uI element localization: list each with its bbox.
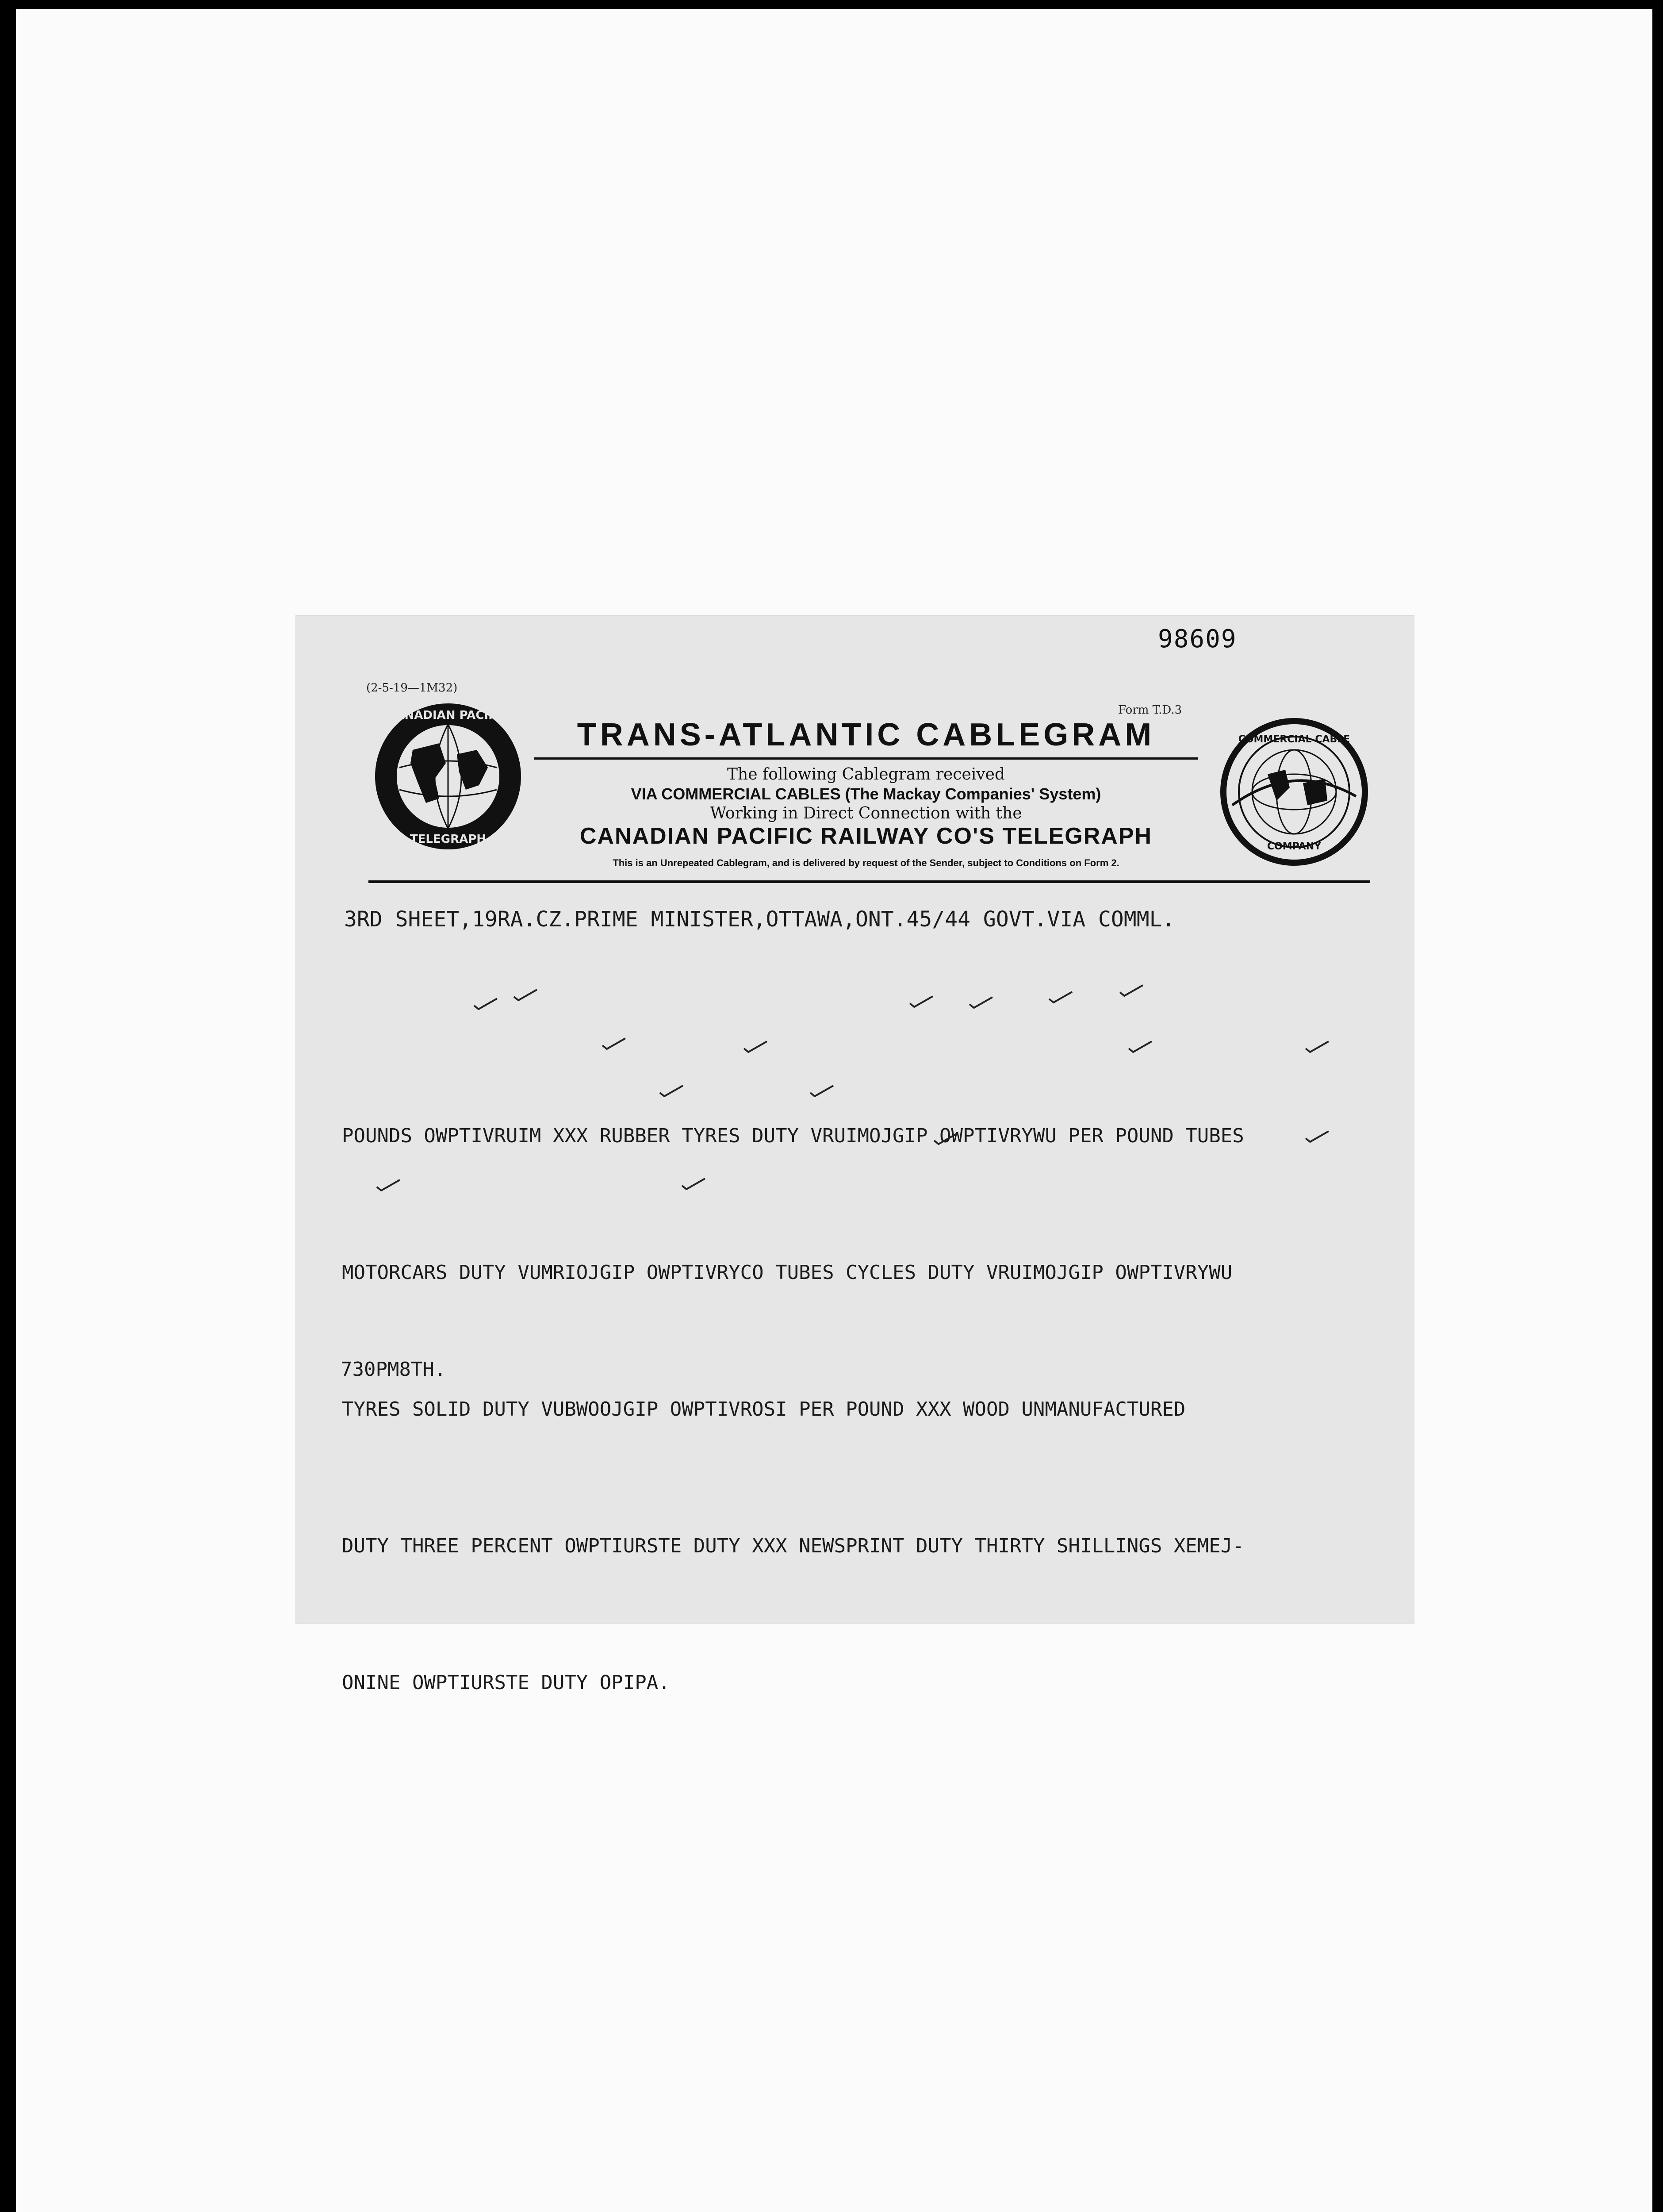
cable-body [342,1022,1244,1797]
title-rule [534,757,1198,760]
cable-body-line: POUNDS OWPTIVRUIM XXX RUBBER TYRES DUTY VRUIMOJGIP OWPTIVRYWU PER POUND TUBES [342,1125,1244,1147]
cablegram-title: TRANS-ATLANTIC CABLEGRAM [577,717,1155,753]
cable-header-line: 3RD SHEET,19RA.CZ.PRIME MINISTER,OTTAWA,ONT.45/44 GOVT.VIA COMML. [344,907,1175,932]
cablegram-form [295,615,1414,1694]
svg-text:COMPANY: COMPANY [1267,841,1322,852]
check-mark-icon [1127,1041,1153,1053]
cable-body-line: TYRES SOLID DUTY VUBWOOJGIP OWPTIVROSI PER POUND XXX WOOD UNMANUFACTURED [342,1398,1186,1421]
check-mark-icon [472,998,499,1010]
time-stamp: 730PM8TH. [341,1358,446,1381]
check-mark-icon [658,1085,685,1097]
check-mark-icon [742,1041,769,1053]
commercial-cable-globe-seal-icon [1219,717,1369,867]
svg-text:COMMERCIAL CABLE: COMMERCIAL CABLE [1238,734,1350,745]
cable-body-line: ONINE OWPTIURSTE DUTY OPIPA. [342,1671,670,1694]
canadian-pacific-globe-seal-icon [373,701,523,852]
check-mark-icon [932,1133,959,1145]
check-mark-icon [601,1037,627,1050]
subtitle-via-cables: VIA COMMERCIAL CABLES (The Mackay Companies' System) [631,785,1101,803]
disclaimer: This is an Unrepeated Cablegram, and is delivered by request of the Sender, subject to Conditions on Form 2. [613,857,1119,868]
svg-text:TELEGRAPH: TELEGRAPH [410,833,487,846]
check-mark-icon [512,989,539,1001]
cable-body-line: MOTORCARS DUTY VUMRIOJGIP OWPTIVRYCO TUBES CYCLES DUTY VRUIMOJGIP OWPTIVRYWU [342,1261,1233,1284]
check-mark-icon [1047,991,1074,1003]
header-rule [368,880,1370,883]
subtitle-received: The following Cablegram received [727,765,1005,783]
subtitle-connection: Working in Direct Connection with the [710,804,1022,822]
check-mark-icon [908,995,935,1008]
check-mark-icon [375,1179,402,1191]
check-mark-icon [1118,984,1145,997]
microfilm-page [16,9,1652,2212]
form-id: Form T.D.3 [1118,703,1182,717]
subtitle-railway-telegraph: CANADIAN PACIFIC RAILWAY CO'S TELEGRAPH [579,823,1153,849]
cable-body-line: DUTY THREE PERCENT OWPTIURSTE DUTY XXX NEWSPRINT DUTY THIRTY SHILLINGS XEMEJ- [342,1535,1244,1557]
check-mark-icon [809,1085,835,1097]
form-code: (2-5-19—1M32) [366,681,458,695]
check-mark-icon [680,1178,707,1190]
serial-number: 98609 [1158,625,1237,653]
check-mark-icon [1304,1041,1330,1053]
check-mark-icon [1304,1130,1330,1143]
svg-text:CANADIAN PACIFIC: CANADIAN PACIFIC [387,709,509,722]
check-mark-icon [968,996,994,1009]
